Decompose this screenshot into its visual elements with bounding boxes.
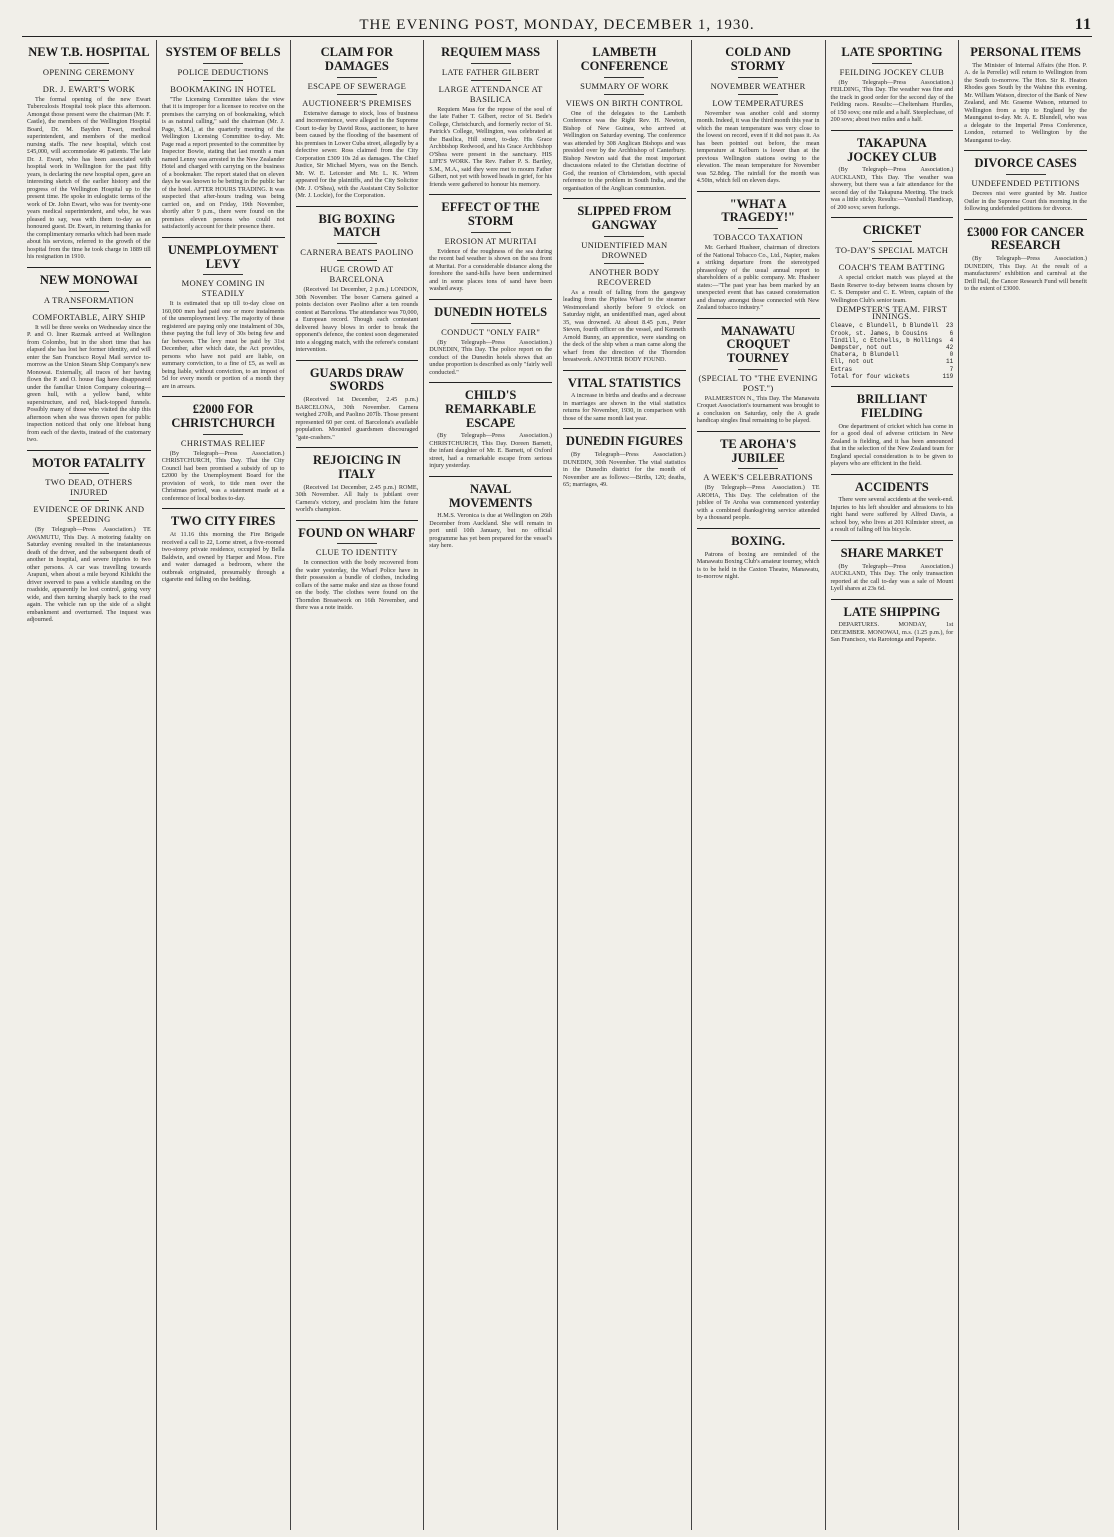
article [563, 198, 686, 364]
article-body [697, 244, 820, 312]
article-divider [563, 370, 686, 371]
batsman-runs: 7 [949, 365, 954, 373]
article-divider [831, 599, 954, 600]
headline-rule [471, 323, 511, 324]
scorecard-row [831, 344, 954, 351]
article-body [964, 62, 1087, 145]
article-subheading: TWO DEAD, OTHERS INJURED [45, 477, 133, 498]
article [296, 360, 419, 442]
article-subheading: A TRANSFORMATION [43, 294, 134, 305]
article-subheading: DR. J. EWART'S WORK [42, 83, 136, 94]
article-text: In connection with the body recovered from the water yesterday, the Wharf Police have in their possession a bundle of clothes, including collars of the same make and size as those found on the body. The clothes were found on the Thorndon Breastwork on 16th November, and there was a note inside. [295, 559, 419, 612]
article-body [563, 110, 686, 193]
headline-rule [872, 63, 912, 64]
article [964, 150, 1087, 212]
article-body [429, 248, 552, 293]
headline-rule [337, 260, 377, 261]
column-1 [22, 40, 156, 1530]
article-body [162, 300, 285, 390]
article-subheading: LOW TEMPERATURES [712, 97, 804, 108]
batsman-runs: 0 [949, 351, 954, 359]
column-8 [958, 40, 1092, 1530]
article [831, 599, 954, 644]
article-divider [697, 431, 820, 432]
scorecard-row [831, 351, 954, 358]
article-text: Evidence of the roughness of the sea during the recent bad weather is shown on the sea front at Muritai. For a considerable distance along the foreshore the sand-hills have been undermined and in some places tons of sand have been washed away. [429, 247, 552, 293]
batsman-name: Crook, st. James, b Cousins [830, 329, 928, 337]
article-divider [162, 396, 285, 397]
column-2 [156, 40, 290, 1530]
article-divider [831, 130, 954, 131]
article-text: One department of cricket which has come in for a good deal of adverse criticism in New Zealand is fielding, and it has been announced that in the selection of the New Zealand team for England special consideration is to be given to players who are efficient in the field. [830, 422, 954, 468]
article-text: (By Telegraph—Press Association.) AUCKLAND, This Day. The only transaction reported at the call to-day was a sale of Mount Lyell shares at 23s 6d. [830, 562, 954, 593]
article-subheading: UNDEFENDED PETITIONS [971, 178, 1080, 188]
article-text: There were several accidents at the week-end. Injuries to his left shoulder and abrasions to his right hand were suffered by Alfred Davis, a school boy, who lives at 201 Kilmister street, as a result of falling off his bicycle. [830, 496, 954, 534]
article [563, 370, 686, 423]
article-body [563, 392, 686, 422]
article [964, 46, 1087, 144]
article-headline: MANAWATU CROQUET TOURNEY [721, 323, 796, 365]
headline-rule [738, 94, 778, 95]
headline-rule [872, 258, 912, 259]
column-6 [691, 40, 825, 1530]
article-headline: EFFECT OF THE STORM [441, 200, 540, 228]
article-text: It will be three weeks on Wednesday since the P. and O. liner Razmak arrived at Wellington from Colombo, but in the short time that has elapsed she has lost her former identity, and will enter the San Francisco Royal Mail service to-morrow as the Union Steam Ship Company's new Monowai. Externally, all traces of her having flown the P. and O. house flag have disappeared under the familiar Union Company colouring—green hull, with a yellow band, white superstructure, and red, black-topped funnels. Possibly many of those who visited the ship this afternoon when she was thrown open for public inspection noticed that only one lifeboat hung from each of the davits, instead of the customary two. [27, 323, 151, 443]
article-headline: NEW MONOWAI [39, 272, 138, 287]
newspaper-title: THE EVENING POST, MONDAY, DECEMBER 1, 1930. [359, 17, 755, 33]
article [296, 206, 419, 354]
article-headline: NEW T.B. HOSPITAL [28, 45, 150, 59]
article-headline: TWO CITY FIRES [170, 514, 276, 529]
article-text: (Received 1st December, 2.45 p.m.) ROME, 30th November. All Italy is jubilant over Carnera's victory, and proclaim him the future world's champion. [295, 483, 419, 513]
headline-rule [69, 500, 109, 501]
newspaper-columns [22, 40, 1092, 1530]
batsman-runs: 119 [942, 372, 954, 380]
batsman-runs: 42 [946, 344, 954, 352]
article [831, 46, 954, 124]
article-text: The Minister of Internal Affairs (the Hon. P. A. de la Perrelle) will return to Wellington from the South to-morrow. The Hon. Sir R. Heaton Rhodes goes South by the Wahine this evening. Mr. William Watson, director of the Bank of New Zealand, and Mr. Graeme Watson, returned to Wellington from a trip to England by the Maunganui to-day. Mr. A. E. Blundell, who was a delegate to the Imperial Press Conference, London, returned to Wellington by the Maunganui to-day. [964, 61, 1087, 144]
article-headline: TE AROHA'S JUBILEE [720, 436, 797, 465]
article-body [831, 423, 954, 468]
masthead [22, 14, 1092, 37]
article-divider [831, 386, 954, 387]
scorecard-row [831, 330, 954, 337]
article-divider [697, 191, 820, 192]
article-divider [296, 360, 419, 361]
article-body [697, 551, 820, 581]
article-body [697, 110, 820, 185]
article [697, 318, 820, 425]
article [162, 508, 285, 583]
article-subheading: EVIDENCE OF DRINK AND SPEEDING [33, 504, 145, 525]
headline-rule [337, 77, 377, 78]
article-divider [296, 447, 419, 448]
article-headline: £3000 FOR CANCER RESEARCH [966, 224, 1085, 253]
article-headline: UNEMPLOYMENT LEVY [167, 242, 279, 271]
headline-rule [738, 369, 778, 370]
scorecard-row [831, 373, 954, 380]
batsman-name: Chatera, b Blundell [830, 351, 899, 359]
article-subheading: UNIDENTIFIED MAN DROWNED [581, 239, 668, 260]
batsman-name: Extras [830, 365, 853, 373]
article-divider [697, 528, 820, 529]
article-body [429, 339, 552, 377]
article-divider [429, 194, 552, 195]
article-headline: CLAIM FOR DAMAGES [320, 45, 394, 73]
column-5 [557, 40, 691, 1530]
article-text: (By Telegraph—Press Association.) CHRISTCHURCH, This Day. That the City Council had been promised a subsidy of up to £2000 by the Unemployment Board for the provision of work, to tide men over the Christmas period, was a statement made at a conference of local bodies to-day. [161, 449, 285, 502]
article-subheading: NOVEMBER WEATHER [710, 80, 806, 91]
article-body [563, 289, 686, 364]
batsman-name: Dempster, not out [830, 344, 892, 352]
scorecard-row [831, 366, 954, 373]
article-divider [697, 318, 820, 319]
headline-rule [69, 63, 109, 64]
article-headline: SYSTEM OF BELLS [165, 45, 281, 59]
article-subheading: CONDUCT "ONLY FAIR" [441, 326, 541, 337]
column-7 [825, 40, 959, 1530]
article [697, 191, 820, 312]
headline-rule [203, 274, 243, 275]
article-subheading: COACH'S TEAM BATTING [838, 262, 946, 272]
article-subheading: ANOTHER BODY RECOVERED [589, 266, 660, 287]
headline-rule [604, 263, 644, 264]
article-headline: SHARE MARKET [840, 545, 944, 560]
article [162, 46, 285, 231]
article-subheading: BOOKMAKING IN HOTEL [170, 83, 277, 94]
article [27, 267, 151, 444]
article-headline: VITAL STATISTICS [567, 375, 681, 390]
article-subheading: AUCTIONEER'S PREMISES [302, 97, 412, 108]
article-text: (Received 1st December, 2 p.m.) LONDON, 30th November. The boxer Carnera gained a points decision over Paolino after a ten rounds contest at Barcelona. The attendance was 70,000, a European record. Though each contestant delivered heavy blows in order to break the opponent's defence, the contest soon degenerated into a slogging match, with the referee's constant intervention. [295, 286, 419, 353]
article-text: "The Licensing Committee takes the view that it is improper for a licensee to receive on the premises the carrying on of bookmaking, which is as natural calling," said the chairman (Mr. J. Page, S.M.), at the quarterly meeting of the Wellington Licensing Committee to-day. Mr. Page read a report presented to the committee by Inspector Bowie, stating that last month a man named Lenny was arrested in the New Zealander Hotel and charged with carrying on the business of a bookmaker. The report stated that on eleven days he was known to be betting in the public bar of the hotel. AFTER HOURS TRADING. It was suspected that after-hours trading was being carried on, and on Friday, 19th November, shortly after 9 p.m., there were found on the premises eleven persons who could not satisfactorily account for their presence there. [161, 95, 285, 231]
headline-rule [337, 94, 377, 95]
batsman-name: Total for four wickets [830, 372, 910, 380]
article [563, 46, 686, 192]
article-headline: PERSONAL ITEMS [970, 45, 1082, 59]
article-subheading: FEILDING JOCKEY CLUB [839, 66, 945, 77]
headline-rule [471, 232, 511, 233]
article-divider [831, 217, 954, 218]
article-subheading: EROSION AT MURITAI [444, 235, 537, 246]
article [429, 46, 552, 188]
batsman-runs: 23 [946, 322, 954, 330]
article-body [964, 255, 1087, 293]
article-body [429, 106, 552, 189]
article-body [697, 395, 820, 425]
article-subheading: TOBACCO TAXATION [713, 232, 803, 242]
article [831, 386, 954, 468]
article-headline: LAMBETH CONFERENCE [580, 45, 669, 73]
article-text: Extensive damage to stock, loss of business and inconvenience, were alleged in the Supreme Court to-day by David Ross, auctioneer, to have been caused by the flooding of the basement of his premises in Lower Cuba street, allegedly by a defective sewer. Ross claimed from the City Corporation £309 10s 2d as damages. The Chief Justice, Sir Michael Myers, was on the Bench. Mr. W. E. Leicester and Mr. L. K. Wiren appeared for the plaintiffs, and the City Solicitor (Mr. J. O'Shea), with the Assistant City Solicitor (Mr. J. Lockie), for the Corporation. [295, 109, 419, 199]
article [296, 520, 419, 612]
article-headline: CHILD'S REMARKABLE ESCAPE [445, 388, 537, 430]
article-headline: BOXING. [731, 533, 786, 548]
article-body [296, 110, 419, 200]
headline-rule [471, 63, 511, 64]
article-body [162, 96, 285, 231]
article-body [563, 451, 686, 489]
article-body [429, 432, 552, 470]
article-body [831, 79, 954, 124]
article-text: November was another cold and stormy month. Indeed, it was the third month this year in which the mean temperature was very close to the lowest on record, even if it did not pass it. As has been pointed out before, the mean temperature at Kelburn is lower than at the previous Wellington stations owing to the elevation. The mean temperature for November was 52.8deg. The rainfall for the month was 4.50in, which fell on eleven days. [696, 109, 820, 184]
article-body [831, 166, 954, 211]
article-text: A special cricket match was played at the Basin Reserve to-day between teams chosen by C. S. Dempster and C. E. Wiren, captain of the Wellington Club's senior team. [830, 274, 954, 304]
article-headline: COLD AND STORMY [725, 45, 791, 73]
article-subheading: POLICE DEDUCTIONS [177, 66, 269, 77]
article-divider [429, 299, 552, 300]
article-headline: ACCIDENTS [855, 479, 929, 494]
article-text: PALMERSTON N., This Day. The Manawatu Croquet Association's tournament was brought to a conclusion on Saturday, only the A grade handicap singles final remaining to be played. [696, 394, 820, 425]
article [429, 299, 552, 376]
article-text: (By Telegraph—Press Association.) FEILDING, This Day. The weather was fine and the track in good order for the second day of the Feilding races. Results:—Cheltenham Hurdles, of 150 sovs; one mile and a half. Steeplechase, of 200 sovs; about two miles and a half. [830, 78, 954, 124]
article-text: The formal opening of the new Ewart Tuberculosis Hospital took place this afternoon. Amongst those present were the chairman (Mr. F. Castle), the members of the Wellington Hospital Board, Dr. M. Baydon Ewart, medical superintendent, and members of the medical nursing staffs. The new hospital, which cost £45,000, will accommodate 46 patients. The late Dr. J. Ewart, who has been associated with hospital work in Wellington for the past fifty years, is declaring the new hospital open, gave an interesting sketch of the earlier history and the progress of the Wellington Hospital up to the present time. He spoke in eulogistic terms of the work of Dr. John Ewart, who was for twenty-one years medical superintendent, and who, he was pleased to say, was with them to-day as an honoured guest. Dr. Ewart, in returning thanks for the complimentary remarks which had been made about his services, referred to the growth of the hospital from the time he took charge in 1889 till his resignation in 1910. [27, 95, 151, 261]
headline-rule [604, 94, 644, 95]
headline-rule [337, 543, 377, 544]
page-number: 11 [1074, 16, 1092, 33]
scorecard-row [831, 358, 954, 365]
headline-rule [69, 291, 109, 292]
article-body [964, 190, 1087, 213]
article-divider [296, 206, 419, 207]
article-headline: TAKAPUNA JOCKEY CLUB [847, 135, 937, 164]
batsman-runs: 6 [949, 329, 954, 337]
article-headline: DUNEDIN HOTELS [434, 304, 548, 319]
article [831, 474, 954, 534]
article-text: (By Telegraph—Press Association.) CHRISTCHURCH, This Day. Doreen Barnett, the infant daughter of Mr. E. Barnett, of Oxford street, had a remarkable escape from serious injury yesterday. [429, 432, 552, 470]
article-subheading: MONEY COMING IN STEADILY [181, 278, 265, 299]
headline-rule [604, 236, 644, 237]
article-subheading: VIEWS ON BIRTH CONTROL [565, 97, 684, 108]
article [27, 46, 151, 261]
article-body [27, 96, 151, 261]
article-text: Mr. Gerhard Husheer, chairman of directors of the National Tobacco Co., Ltd., Napier, makes a striking departure from the stereotyped phraseology of the usual annual report to shareholders of a public company. Mr. Husheer states:—"The past year has been marked by an unexpected event that has caused consternation and dismay amongst those connected with New Zealand tobacco industry." [696, 244, 820, 311]
article-headline: DIVORCE CASES [974, 156, 1077, 171]
article-headline: SLIPPED FROM GANGWAY [577, 204, 672, 232]
article-body [831, 563, 954, 593]
scorecard-row [831, 322, 954, 329]
batsman-name: Ell, not out [830, 358, 874, 366]
article-subheading: (SPECIAL TO "THE EVENING POST.") [698, 372, 818, 393]
article-subheading: LARGE ATTENDANCE AT BASILICA [438, 83, 543, 104]
headline-rule [1006, 174, 1046, 175]
article [964, 219, 1087, 293]
headline-rule [69, 80, 109, 81]
article-body [162, 450, 285, 503]
article-body [162, 531, 285, 584]
article-subheading: CARNERA BEATS PAOLINO [300, 247, 414, 257]
article-text: (By Telegraph—Press Association.) AUCKLAND, This Day. The weather was showery, but there was a fair attendance for the second day of the Takapuna Meeting. The track was a little sticky. Results:—Vauxhall Handicap, of 200 sovs; seven furlongs. [830, 166, 954, 211]
article-headline: £2000 FOR CHRISTCHURCH [171, 402, 275, 430]
article [697, 431, 820, 522]
article-headline: CRICKET [862, 223, 922, 238]
article-body [831, 621, 954, 644]
article-subheading: COMFORTABLE, AIRY SHIP [32, 311, 146, 322]
article-text: (Received 1st December, 2.45 p.m.) BARCELONA, 30th November. Carnera weighed 270lb, and Paolino 207lb. Those present represented 60 per cent. of Barcelona's available population. Mounted guardsmen discouraged "gate-crashers." [295, 396, 419, 441]
article [697, 46, 820, 185]
article [831, 217, 954, 380]
scorecard-row [831, 337, 954, 344]
article-headline: REQUIEM MASS [441, 45, 541, 59]
scorecard-title: DEMPSTER'S TEAM. FIRST INNINGS. [836, 304, 948, 322]
article-text: (By Telegraph—Press Association.) TE AROHA, This Day. The celebration of the jubilee of Te Aroha was commenced yesterday with a combined thanksgiving service attended by a thousand people. [696, 484, 820, 522]
article-text: It is estimated that up till to-day close on 160,000 men had paid one or more instalments of the unemployment levy. The majority of these registered are paying only one instalment of 30s, these paying the full levy of 30s being few and far between. The levy must be paid by 31st December, after which date, the Act provides, persons who have not paid are liable, on summary conviction, to a fine of £5, as well as being liable, without conviction, to an impost of 5d for every month or portion of a month they are in arrears. [161, 300, 285, 390]
article-divider [429, 382, 552, 383]
headline-rule [203, 434, 243, 435]
article-subheading: CLUE TO IDENTITY [315, 547, 398, 558]
article [296, 46, 419, 200]
article-headline: FOUND ON WHARF [298, 525, 416, 540]
article-body [296, 559, 419, 612]
article-text: H.M.S. Veronica is due at Wellington on 26th December from Auckland. She will remain in port until 10th January, but no official programme has yet been prepared for the vessel's stay here. [429, 512, 552, 550]
column-4 [423, 40, 557, 1530]
article-divider [27, 450, 151, 451]
article-headline: GUARDS DRAW SWORDS [309, 365, 404, 394]
article-headline: MOTOR FATALITY [32, 455, 146, 470]
headline-rule [738, 77, 778, 78]
headline-rule [471, 80, 511, 81]
article-subheading: A WEEK'S CELEBRATIONS [703, 472, 813, 483]
headline-rule [203, 63, 243, 64]
article-text: (By Telegraph—Press Association.) DUNEDIN, This Day. At the result of a manufacturers' exhibition and carnival at the Drill Hall, the Cancer Research Fund will benefit to the extent of £3000. [964, 255, 1087, 292]
article-text: (By Telegraph—Press Association.) DUNEDIN, This Day. The police report on the conduct of the Dunedin hotels shows that an undue proportion is described as only "fairly well conducted." [429, 338, 552, 376]
article-body [697, 484, 820, 522]
article-subheading: OPENING CEREMONY [42, 66, 135, 77]
article-text: DEPARTURES. MONDAY, 1st DECEMBER. MONOWAI, m.s. (1.25 p.m.), for San Francisco, via Rarotonga and Papeete. [830, 621, 954, 644]
article-body [296, 396, 419, 441]
batsman-name: Cleave, c Blundell, b Blundell [830, 322, 939, 330]
article-subheading: CHRISTMAS RELIEF [180, 437, 266, 448]
article-subheading: TO-DAY'S SPECIAL MATCH [835, 245, 949, 255]
article-text: One of the delegates to the Lambeth Conference was the Right Rev. H. Newton, Bishop of New Guinea, who arrived at Wellington on Saturday evening. The conference was attended by 308 Anglican Bishops and was presided over by the Archbishop of Canterbury. Bishop Newton said that the most important discussions related to the Christian doctrine of God, the reunion of Christendom, with special reference to the problem in South India, and the organisation of the Anglican communion. [563, 109, 686, 192]
article-body [27, 324, 151, 444]
article-headline: BIG BOXING MATCH [318, 211, 396, 240]
article-divider [831, 540, 954, 541]
article-body [831, 496, 954, 534]
article-text: As a result of falling from the gangway leading from the Pipitea Wharf to the steamer Westmoreland shortly before 9 o'clock on Saturday night, an unidentified man, aged about 35, was drowned. At about 8.45 p.m., Peter Steven, fourth officer on the vessel, and Kenneth Arnold Bunny, an apprentice, were standing on the deck of the ship when a man came along the wharf from the direction of the Thorndon breastwork. ANOTHER BODY FOUND. [563, 288, 686, 363]
article-text: Decrees nisi were granted by Mr. Justice Ostler in the Supreme Court this morning in the following undefended petitions for divorce. [964, 190, 1087, 212]
article-text: Requiem Mass for the repose of the soul of the late Father T. Gilbert, rector of St. Bede's College, Christchurch, and formerly rector of St. Patrick's College, Wellington, was celebrated at the Basilica, Hill street, to-day. His Grace Archbishop Redwood, and his Grace Archbishop O'Shea were present in the sanctuary. HIS LIFE'S WORK. The Rev. Father P. S. Bartley, S.M., M.A., said they were met to mourn Father Gilbert, not yet with bowed heads in grief, for his friends were gathered to honour his memory. [429, 105, 552, 188]
article-text: (By Telegraph—Press Association.) DUNEDIN, 30th November. The vital statistics in the Dunedin district for the month of November are as follows:—Births, 120; deaths, 65; marriages, 49. [563, 451, 686, 488]
article-body [296, 484, 419, 514]
article-divider [296, 520, 419, 521]
article [162, 396, 285, 502]
article-divider [162, 508, 285, 509]
article-divider [831, 474, 954, 475]
headline-rule [69, 473, 109, 474]
article-body [27, 526, 151, 624]
cricket-scorecard [831, 306, 954, 380]
article-divider [162, 237, 285, 238]
article-divider [964, 219, 1087, 220]
article-text: At 11.16 this morning the Fire Brigade received a call to 22, Lorne street, a five-roomed two-storey private residence, occupied by Bella Baldwin, and owned by Harper and Moss. Fire and water damaged a bedroom, where the outbreak originated, presumably through a cigarette end falling on the bedding. [161, 531, 285, 583]
article [429, 476, 552, 550]
headline-rule [69, 308, 109, 309]
article [831, 130, 954, 212]
article [162, 237, 285, 391]
headline-rule [203, 80, 243, 81]
article [296, 447, 419, 514]
headline-rule [872, 241, 912, 242]
headline-rule [738, 468, 778, 469]
article-body [831, 274, 954, 304]
article-headline: LATE SHIPPING [843, 604, 941, 619]
article-headline: BRILLIANT FIELDING [856, 392, 927, 420]
article [429, 382, 552, 470]
article-subheading: LATE FATHER GILBERT [441, 66, 540, 77]
article [697, 528, 820, 581]
article-text: A increase in births and deaths and a decrease in marriages are shown in the vital statistics returns for November, 1930, in comparison with those of the same month last year. [563, 392, 686, 422]
article-headline: NAVAL MOVEMENTS [448, 481, 533, 510]
article-subheading: ESCAPE OF SEWERAGE [307, 80, 407, 91]
article [27, 450, 151, 624]
article-subheading: HUGE CROWD AT BARCELONA [320, 264, 394, 284]
article-headline: DUNEDIN FIGURES [565, 434, 683, 449]
article-body [296, 286, 419, 354]
headline-rule [337, 243, 377, 244]
article-text: (By Telegraph—Press Association.) TE AWAMUTU, This Day. A motoring fatality on Saturday evening resulted in the instantaneous death of the driver, and the subsequent death of another in hospital, and severe injuries to two other persons. A car was travelling towards Arapuni, when about a mile beyond Kihikihi the driver swerved to pass a vehicle standing on the roadside, apparently he lost control, going very wide, and then turning sharply back to the road again. The vehicle ran up the side of a slight embankment and overturned. The inquest was adjourned. [27, 526, 151, 624]
article-headline: LATE SPORTING [841, 45, 943, 59]
article-text: Patrons of boxing are reminded of the Manawatu Boxing Club's amateur tourney, which is to be held in the Caxton Theatre, Manawatu, to-morrow night. [696, 550, 820, 580]
article-divider [27, 267, 151, 268]
article-headline: REJOICING IN ITALY [312, 453, 401, 481]
article-divider [964, 150, 1087, 151]
article-subheading: SUMMARY OF WORK [580, 80, 669, 91]
article [831, 540, 954, 593]
headline-rule [738, 228, 778, 229]
column-3 [290, 40, 424, 1530]
batsman-runs: 11 [946, 358, 954, 366]
article-divider [563, 198, 686, 199]
article-headline: "WHAT A TRAGEDY!" [721, 196, 795, 225]
article-divider [429, 476, 552, 477]
article-body [429, 512, 552, 550]
article [429, 194, 552, 293]
batsman-runs: 4 [949, 336, 954, 344]
batsman-name: Tindill, c Etchells, b Hollings [830, 336, 943, 344]
headline-rule [604, 77, 644, 78]
article-divider [563, 428, 686, 429]
article [563, 428, 686, 488]
